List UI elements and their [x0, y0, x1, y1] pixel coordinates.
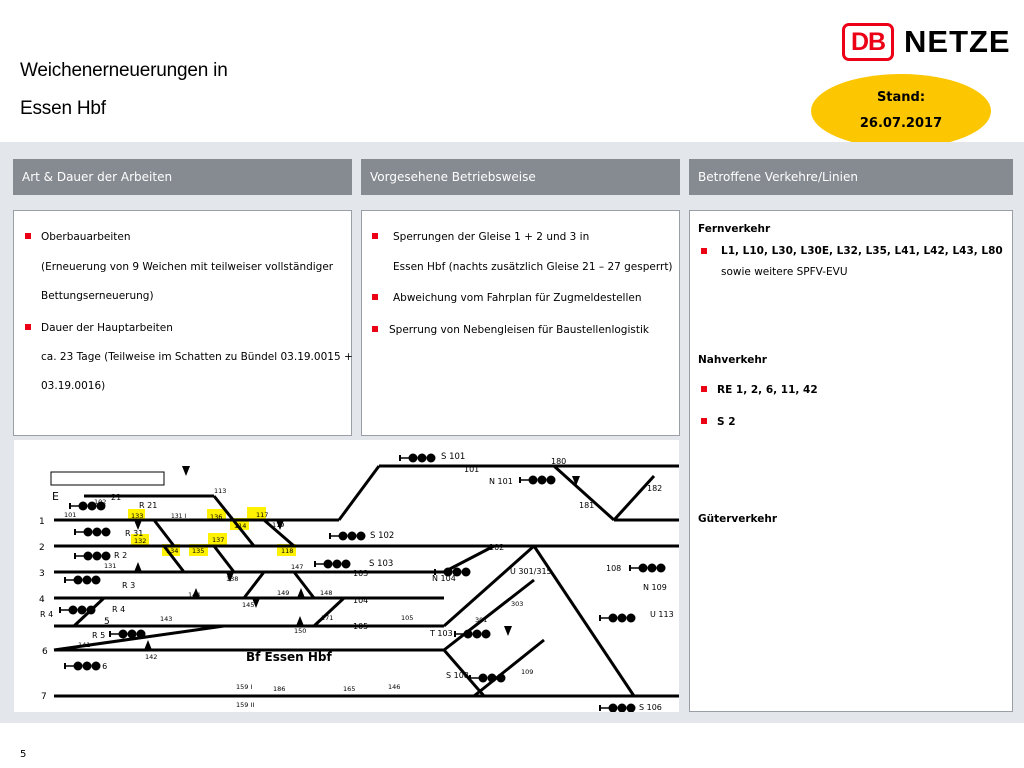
header-betriebsweise: Vorgesehene Betriebsweise — [361, 159, 680, 195]
svg-text:117: 117 — [256, 511, 269, 519]
svg-text:S 102: S 102 — [370, 531, 395, 541]
svg-text:146: 146 — [388, 683, 401, 691]
svg-text:150: 150 — [294, 627, 307, 635]
svg-text:R 4: R 4 — [40, 610, 54, 619]
panel-art-dauer — [13, 210, 352, 436]
svg-text:132: 132 — [134, 537, 147, 545]
art-bullet-2: Dauer der Hauptarbeiten — [41, 322, 173, 334]
bullet-icon — [372, 294, 378, 300]
svg-text:148: 148 — [320, 589, 333, 597]
stand-label: Stand: — [876, 90, 926, 105]
svg-text:101: 101 — [464, 465, 480, 474]
svg-text:R 6: R 6 — [94, 662, 108, 671]
svg-text:138: 138 — [226, 575, 239, 583]
svg-text:301: 301 — [475, 616, 488, 624]
bullet-icon — [25, 233, 31, 239]
svg-text:105: 105 — [353, 622, 369, 631]
svg-text:U 301/315: U 301/315 — [510, 567, 552, 576]
svg-text:171: 171 — [321, 614, 334, 622]
nahverkehr-item-2: S 2 — [717, 416, 736, 428]
svg-text:104: 104 — [353, 596, 369, 605]
bullet-icon — [372, 326, 378, 332]
svg-text:R 3: R 3 — [122, 581, 136, 590]
svg-text:135: 135 — [192, 547, 205, 555]
svg-text:134: 134 — [166, 547, 179, 555]
art-bullet-2-line3: 03.19.0016) — [41, 380, 106, 392]
stand-date: 26.07.2017 — [859, 116, 943, 131]
svg-text:133: 133 — [131, 512, 144, 520]
svg-text:105: 105 — [401, 614, 414, 622]
svg-text:131 I: 131 I — [171, 513, 187, 520]
page-number: 5 — [20, 749, 27, 760]
svg-text:103: 103 — [353, 569, 369, 578]
svg-text:4: 4 — [39, 595, 45, 605]
svg-text:143: 143 — [160, 615, 173, 623]
svg-text:102: 102 — [489, 543, 505, 552]
svg-text:21: 21 — [111, 493, 122, 502]
svg-text:118: 118 — [281, 547, 294, 555]
svg-text:180: 180 — [551, 457, 567, 466]
header-verkehre: Betroffene Verkehre/Linien — [689, 159, 1013, 195]
bullet-icon — [372, 233, 378, 239]
svg-text:136: 136 — [210, 513, 223, 521]
svg-text:101: 101 — [64, 511, 77, 519]
track-map — [14, 440, 679, 712]
fernverkehr-lines: L1, L10, L30, L30E, L32, L35, L41, L42, L43, L80 — [721, 245, 1003, 257]
panel-verkehre — [689, 210, 1013, 712]
svg-text:131: 131 — [104, 562, 117, 570]
svg-text:R 31: R 31 — [125, 529, 144, 538]
svg-text:182: 182 — [647, 484, 663, 493]
svg-text:S 108: S 108 — [446, 671, 469, 680]
svg-text:141: 141 — [78, 641, 91, 649]
svg-text:S 101: S 101 — [441, 452, 466, 462]
betrieb-bullet-1: Sperrungen der Gleise 1 + 2 und 3 in — [393, 231, 590, 243]
bullet-icon — [25, 324, 31, 330]
svg-text:R 4: R 4 — [112, 605, 126, 614]
bullet-icon — [701, 418, 707, 424]
station-name: Bf Essen Hbf — [246, 650, 332, 664]
fernverkehr-lines-2: sowie weitere SPFV-EVU — [721, 266, 848, 278]
svg-text:137: 137 — [212, 536, 225, 544]
betrieb-bullet-2: Abweichung vom Fahrplan für Zugmeldestellen — [393, 292, 642, 304]
netze-logo-text: NETZE — [904, 24, 1011, 59]
svg-text:S 103: S 103 — [369, 559, 394, 569]
svg-text:7: 7 — [41, 692, 47, 702]
svg-text:5: 5 — [104, 617, 110, 627]
nahverkehr-heading: Nahverkehr — [698, 354, 767, 366]
svg-text:159 II: 159 II — [236, 701, 255, 709]
svg-text:119: 119 — [272, 521, 285, 529]
signal-symbols — [59, 454, 666, 713]
svg-text:U 113: U 113 — [650, 610, 674, 619]
art-bullet-2-line2: ca. 23 Tage (Teilweise im Schatten zu Bündel 03.19.0015 + — [41, 351, 353, 363]
svg-text:N 109: N 109 — [643, 583, 667, 592]
status-badge — [811, 74, 991, 148]
gueterverkehr-heading: Güterverkehr — [698, 513, 778, 525]
svg-text:149: 149 — [277, 589, 290, 597]
header-art-dauer: Art & Dauer der Arbeiten — [13, 159, 352, 195]
betrieb-bullet-3: Sperrung von Nebengleisen für Baustellenlogistik — [389, 324, 649, 336]
svg-text:3: 3 — [39, 569, 45, 579]
art-bullet-1-line2: (Erneuerung von 9 Weichen mit teilweiser vollständiger — [41, 261, 334, 273]
art-bullet-1: Oberbauarbeiten — [41, 231, 131, 243]
bullet-icon — [701, 248, 707, 254]
betrieb-bullet-1-line2: Essen Hbf (nachts zusätzlich Gleise 21 – 27 gesperrt) — [393, 261, 673, 273]
svg-text:145: 145 — [242, 601, 255, 609]
svg-text:181: 181 — [579, 501, 595, 510]
db-netze-logo — [842, 22, 1011, 62]
page-title-line1: Weichenerneuerungen in — [20, 60, 228, 81]
track-diagram — [14, 440, 679, 712]
svg-text:113: 113 — [214, 487, 227, 495]
map-labels — [39, 452, 674, 712]
svg-text:2: 2 — [39, 543, 45, 553]
svg-text:303: 303 — [511, 600, 524, 608]
svg-text:108: 108 — [606, 564, 622, 573]
svg-text:114: 114 — [234, 522, 247, 530]
svg-text:142: 142 — [145, 653, 158, 661]
panel-betriebsweise — [361, 210, 680, 436]
svg-text:E: E — [52, 490, 59, 503]
svg-text:R 21: R 21 — [139, 501, 158, 510]
svg-text:159 I: 159 I — [236, 683, 253, 691]
svg-text:147: 147 — [291, 563, 304, 571]
bullet-icon — [701, 386, 707, 392]
svg-text:109: 109 — [521, 668, 534, 676]
svg-text:186: 186 — [273, 685, 286, 693]
svg-text:T 103: T 103 — [430, 629, 453, 638]
svg-text:R 5: R 5 — [92, 631, 106, 640]
svg-text:144: 144 — [188, 591, 201, 599]
svg-text:6: 6 — [42, 647, 48, 657]
svg-text:S 106: S 106 — [639, 703, 662, 712]
nahverkehr-item-1: RE 1, 2, 6, 11, 42 — [717, 384, 818, 396]
svg-text:102: 102 — [94, 498, 107, 506]
db-logo-mark: DB — [842, 23, 894, 61]
fernverkehr-heading: Fernverkehr — [698, 223, 771, 235]
art-bullet-1-line3: Bettungserneuerung) — [41, 290, 154, 302]
page-title-line2: Essen Hbf — [20, 98, 106, 119]
svg-text:165: 165 — [343, 685, 356, 693]
svg-text:N 104: N 104 — [432, 574, 456, 583]
svg-text:R 2: R 2 — [114, 551, 128, 560]
svg-text:1: 1 — [39, 517, 45, 527]
svg-text:N 101: N 101 — [489, 477, 513, 486]
